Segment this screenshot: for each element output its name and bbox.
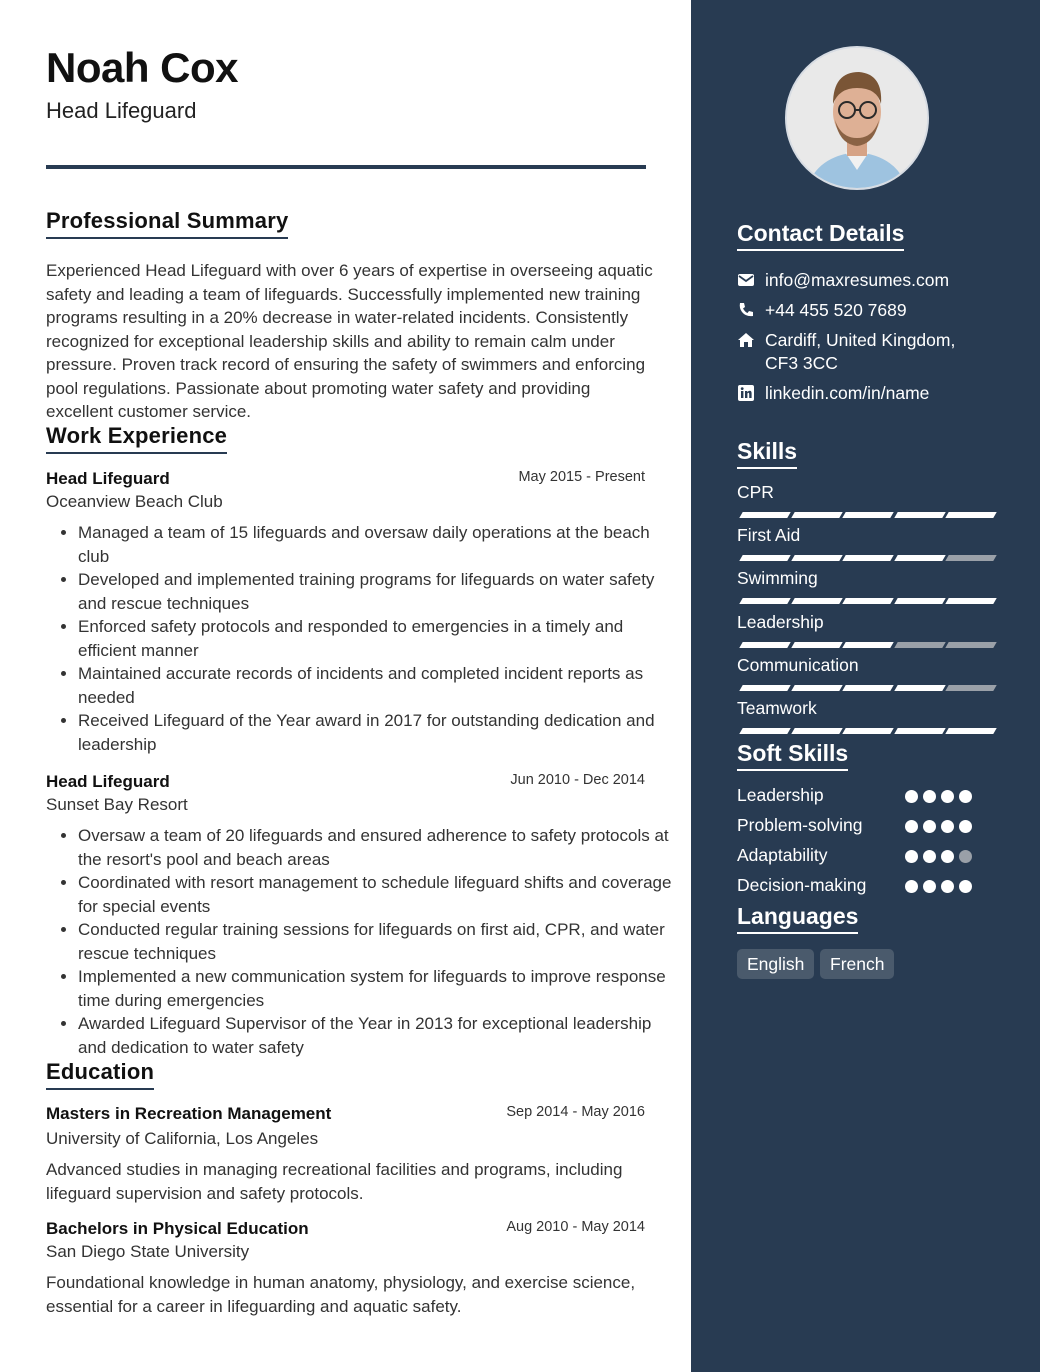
skill-label: Leadership — [737, 611, 824, 632]
contact-email-text: info@maxresumes.com — [765, 270, 950, 290]
skill-level-bar — [737, 512, 993, 518]
soft-skill-dot — [923, 790, 936, 803]
soft-skill-dot — [905, 790, 918, 803]
degree-description: Advanced studies in managing recreational facilities and programs, including lifeguard supervision and safety protocols. — [46, 1160, 623, 1203]
soft-skill-dot — [923, 850, 936, 863]
soft-skill-label: Decision-making — [737, 875, 867, 895]
education-heading: Education — [46, 1059, 154, 1090]
soft-skill-dot — [941, 880, 954, 893]
soft-skill-dot — [941, 850, 954, 863]
job-bullet: • Coordinated with resort management to schedule lifeguard shifts and coverage for special events — [78, 871, 678, 918]
job-role: Head Lifeguard — [46, 772, 170, 791]
degree-name: Masters in Recreation Management — [46, 1104, 332, 1123]
skill-level-segment — [791, 642, 842, 648]
skill-level-segment — [894, 685, 945, 691]
skill-label: Teamwork — [737, 698, 817, 718]
header-divider — [46, 165, 646, 169]
soft-skill-dot — [959, 790, 972, 803]
skill-level-segment — [791, 555, 842, 561]
skill-level-segment — [739, 728, 790, 734]
school-name: San Diego State University — [46, 1242, 250, 1261]
skill-level-segment — [945, 642, 996, 648]
skill-level-bar — [737, 555, 993, 561]
linkedin-icon — [737, 384, 755, 402]
skill-level-segment — [739, 598, 790, 604]
soft-skill-rating — [905, 850, 977, 866]
skill-level-segment — [894, 512, 945, 518]
skill-level-segment — [842, 598, 893, 604]
skill-level-segment — [842, 642, 893, 648]
skills-heading: Skills — [737, 438, 797, 469]
skill-level-segment — [739, 512, 790, 518]
job-bullet: • Managed a team of 15 lifeguards and oversaw daily operations at the beach club — [78, 521, 678, 568]
soft-skill-label: Leadership — [737, 785, 824, 805]
skill-level-segment — [894, 642, 945, 648]
job-organization: Sunset Bay Resort — [46, 795, 188, 814]
skill-level-segment — [945, 685, 996, 691]
job-bullet: • Conducted regular training sessions for lifeguards on first aid, CPR, and water rescue techniques — [78, 918, 678, 965]
skill-level-segment — [945, 598, 996, 604]
sidebar — [691, 0, 1040, 1372]
language-chip: English — [737, 949, 814, 979]
profile-photo — [785, 46, 929, 190]
soft-skill-label: Problem-solving — [737, 815, 863, 835]
soft-skill-dot — [959, 820, 972, 833]
job-organization: Oceanview Beach Club — [46, 492, 223, 511]
skill-label: First Aid — [737, 525, 801, 546]
skill-level-segment — [791, 512, 842, 518]
job-bullet: • Maintained accurate records of incidents and completed incident reports as needed — [78, 662, 678, 709]
soft-skill-dot — [959, 880, 972, 893]
languages-heading: Languages — [737, 903, 858, 934]
soft-skill-dot — [923, 820, 936, 833]
degree-dates: Sep 2014 - May 2016 — [506, 1104, 645, 1120]
skill-label: Communication — [737, 654, 859, 675]
degree-description: Foundational knowledge in human anatomy, physiology, and exercise science, essential for a career in lifeguarding and aquatic safety. — [46, 1273, 636, 1316]
skill-level-segment — [791, 685, 842, 691]
job-bullet: • Awarded Lifeguard Supervisor of the Year in 2013 for exceptional leadership and dedication to water safety — [78, 1012, 678, 1059]
soft-skill-rating — [905, 790, 977, 806]
skill-level-bar — [737, 728, 993, 734]
skill-level-segment — [739, 685, 790, 691]
job-bullets — [46, 824, 678, 1059]
job-bullets — [46, 521, 678, 756]
soft-skill-dot — [905, 820, 918, 833]
experience-heading: Work Experience — [46, 423, 227, 454]
skill-level-segment — [791, 728, 842, 734]
skill-level-segment — [894, 598, 945, 604]
job-bullet: • Enforced safety protocols and responded to emergencies in a timely and efficient manner — [78, 615, 678, 662]
soft-skills-heading: Soft Skills — [737, 740, 848, 771]
skill-level-segment — [842, 555, 893, 561]
language-chip: French — [820, 949, 894, 979]
job-bullet: • Received Lifeguard of the Year award in 2017 for outstanding dedication and leadership — [78, 709, 678, 756]
skill-level-segment — [791, 598, 842, 604]
soft-skill-dot — [959, 850, 972, 863]
skill-label: CPR — [737, 482, 774, 502]
degree-name: Bachelors in Physical Education — [46, 1219, 309, 1238]
skill-level-segment — [894, 555, 945, 561]
skill-level-segment — [945, 728, 996, 734]
job-dates: May 2015 - Present — [518, 469, 645, 485]
email-icon — [737, 271, 755, 289]
skill-level-segment — [739, 642, 790, 648]
soft-skill-rating — [905, 880, 977, 896]
skill-level-bar — [737, 598, 993, 604]
candidate-title: Head Lifeguard — [46, 98, 197, 123]
home-icon — [737, 331, 755, 349]
skill-label: Swimming — [737, 568, 818, 589]
skill-level-segment — [739, 555, 790, 561]
contact-address-line2: CF3 3CC — [765, 353, 838, 373]
job-dates: Jun 2010 - Dec 2014 — [510, 772, 645, 788]
soft-skill-dot — [923, 880, 936, 893]
soft-skill-rating — [905, 820, 977, 836]
contact-linkedin-text: linkedin.com/in/name — [765, 383, 930, 403]
summary-text: Experienced Head Lifeguard with over 6 years of expertise in overseeing aquatic safety and leading a team of lifeguards. Successfully implemented new training programs resulting in a 20% decrease in water-related incidents. Consistently recognized for exceptional leadership skills and ability to remain calm under pressure. Proven track record of ensuring the safety of swimmers and enforcing pool regulations. Passionate about promoting water safety and providing excellent customer service. — [46, 261, 653, 421]
skill-level-segment — [842, 512, 893, 518]
soft-skill-label: Adaptability — [737, 845, 828, 865]
skill-level-segment — [945, 512, 996, 518]
contact-heading: Contact Details — [737, 220, 904, 251]
soft-skill-dot — [941, 820, 954, 833]
skill-level-segment — [945, 555, 996, 561]
soft-skill-dot — [905, 880, 918, 893]
soft-skill-dot — [905, 850, 918, 863]
school-name: University of California, Los Angeles — [46, 1129, 319, 1148]
skill-level-bar — [737, 642, 993, 648]
job-bullet: • Developed and implemented training programs for lifeguards on water safety and rescue techniques — [78, 568, 678, 615]
skill-level-segment — [894, 728, 945, 734]
job-role: Head Lifeguard — [46, 469, 170, 488]
contact-phone-text: +44 455 520 7689 — [765, 300, 907, 320]
job-bullet: • Implemented a new communication system for lifeguards to improve response time during emergencies — [78, 965, 678, 1012]
soft-skill-dot — [941, 790, 954, 803]
skill-level-segment — [842, 685, 893, 691]
job-bullet: • Oversaw a team of 20 lifeguards and ensured adherence to safety protocols at the resort's pool and beach areas — [78, 824, 678, 871]
contact-address-line1: Cardiff, United Kingdom, — [765, 330, 956, 350]
summary-heading: Professional Summary — [46, 208, 288, 239]
phone-icon — [737, 301, 755, 319]
candidate-name: Noah Cox — [46, 44, 239, 91]
avatar-illustration — [787, 48, 927, 188]
skill-level-bar — [737, 685, 993, 691]
degree-dates: Aug 2010 - May 2014 — [506, 1219, 645, 1235]
skill-level-segment — [842, 728, 893, 734]
